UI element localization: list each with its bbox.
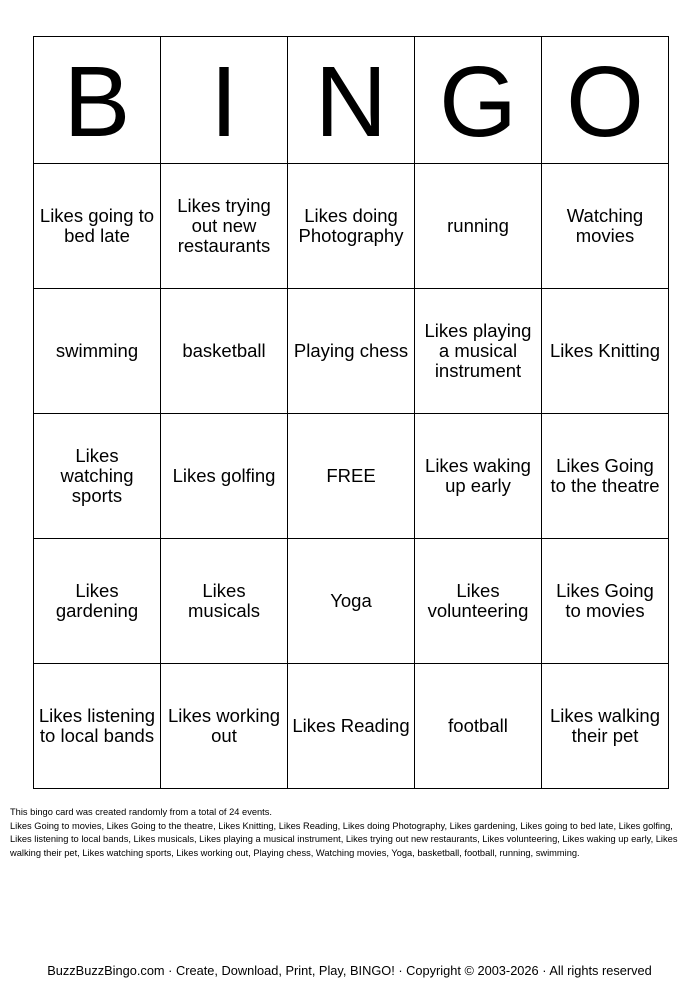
bingo-cell: Watching movies bbox=[542, 164, 669, 289]
bingo-cell: Likes Going to the theatre bbox=[542, 414, 669, 539]
bingo-cell: Likes going to bed late bbox=[34, 164, 161, 289]
bingo-card bbox=[33, 36, 669, 789]
bingo-header-letter: O bbox=[566, 46, 644, 158]
bingo-cell: Likes listening to local bands bbox=[34, 664, 161, 789]
bingo-row bbox=[34, 664, 669, 789]
bingo-cell: Likes working out bbox=[161, 664, 288, 789]
bingo-cell: basketball bbox=[161, 289, 288, 414]
bingo-header-letter: I bbox=[210, 46, 238, 158]
bingo-cell: football bbox=[415, 664, 542, 789]
bingo-cell: Likes Going to movies bbox=[542, 539, 669, 664]
card-info bbox=[10, 806, 690, 861]
bingo-header-cell bbox=[415, 37, 542, 164]
bingo-cell: Likes playing a musical instrument bbox=[415, 289, 542, 414]
bingo-header-letter: N bbox=[314, 46, 388, 158]
bingo-cell: Likes walking their pet bbox=[542, 664, 669, 789]
bingo-header-letter: G bbox=[439, 46, 517, 158]
bingo-cell: Likes gardening bbox=[34, 539, 161, 664]
bingo-header-cell bbox=[34, 37, 161, 164]
bingo-header-row bbox=[34, 37, 669, 164]
bingo-cell: Likes Reading bbox=[288, 664, 415, 789]
card-summary: This bingo card was created randomly from a total of 24 events. bbox=[10, 807, 272, 817]
bingo-cell: Yoga bbox=[288, 539, 415, 664]
bingo-row bbox=[34, 414, 669, 539]
bingo-cell: swimming bbox=[34, 289, 161, 414]
bingo-cell: Likes trying out new restaurants bbox=[161, 164, 288, 289]
bingo-header-cell bbox=[288, 37, 415, 164]
bingo-header-cell bbox=[542, 37, 669, 164]
bingo-header-cell bbox=[161, 37, 288, 164]
event-list: Likes Going to movies, Likes Going to the theatre, Likes Knitting, Likes Reading, Likes doing Photography, Likes gardening, Likes going to bed late, Likes golfing, Likes listening to local bands, Likes musicals, Likes playing a musical instrument, Likes trying out new restaurants, Likes volunteering, Likes waking up early, Likes walking their pet, Likes watching sports, Likes working out, Playing chess, Watching movies, Yoga, basketball, football, running, swimming. bbox=[10, 820, 678, 859]
bingo-cell: Likes waking up early bbox=[415, 414, 542, 539]
bingo-header-letter: B bbox=[63, 46, 131, 158]
bingo-cell: running bbox=[415, 164, 542, 289]
bingo-row bbox=[34, 164, 669, 289]
bingo-cell: Likes musicals bbox=[161, 539, 288, 664]
bingo-free-cell: FREE bbox=[288, 414, 415, 539]
bingo-cell: Likes Knitting bbox=[542, 289, 669, 414]
bingo-cell: Likes volunteering bbox=[415, 539, 542, 664]
bingo-row bbox=[34, 289, 669, 414]
bingo-row bbox=[34, 539, 669, 664]
bingo-cell: Likes watching sports bbox=[34, 414, 161, 539]
bingo-cell: Likes golfing bbox=[161, 414, 288, 539]
site-footer: BuzzBuzzBingo.com · Create, Download, Print, Play, BINGO! · Copyright © 2003-2026 · All rights reserved bbox=[47, 963, 652, 978]
bingo-cell: Likes doing Photography bbox=[288, 164, 415, 289]
bingo-cell: Playing chess bbox=[288, 289, 415, 414]
